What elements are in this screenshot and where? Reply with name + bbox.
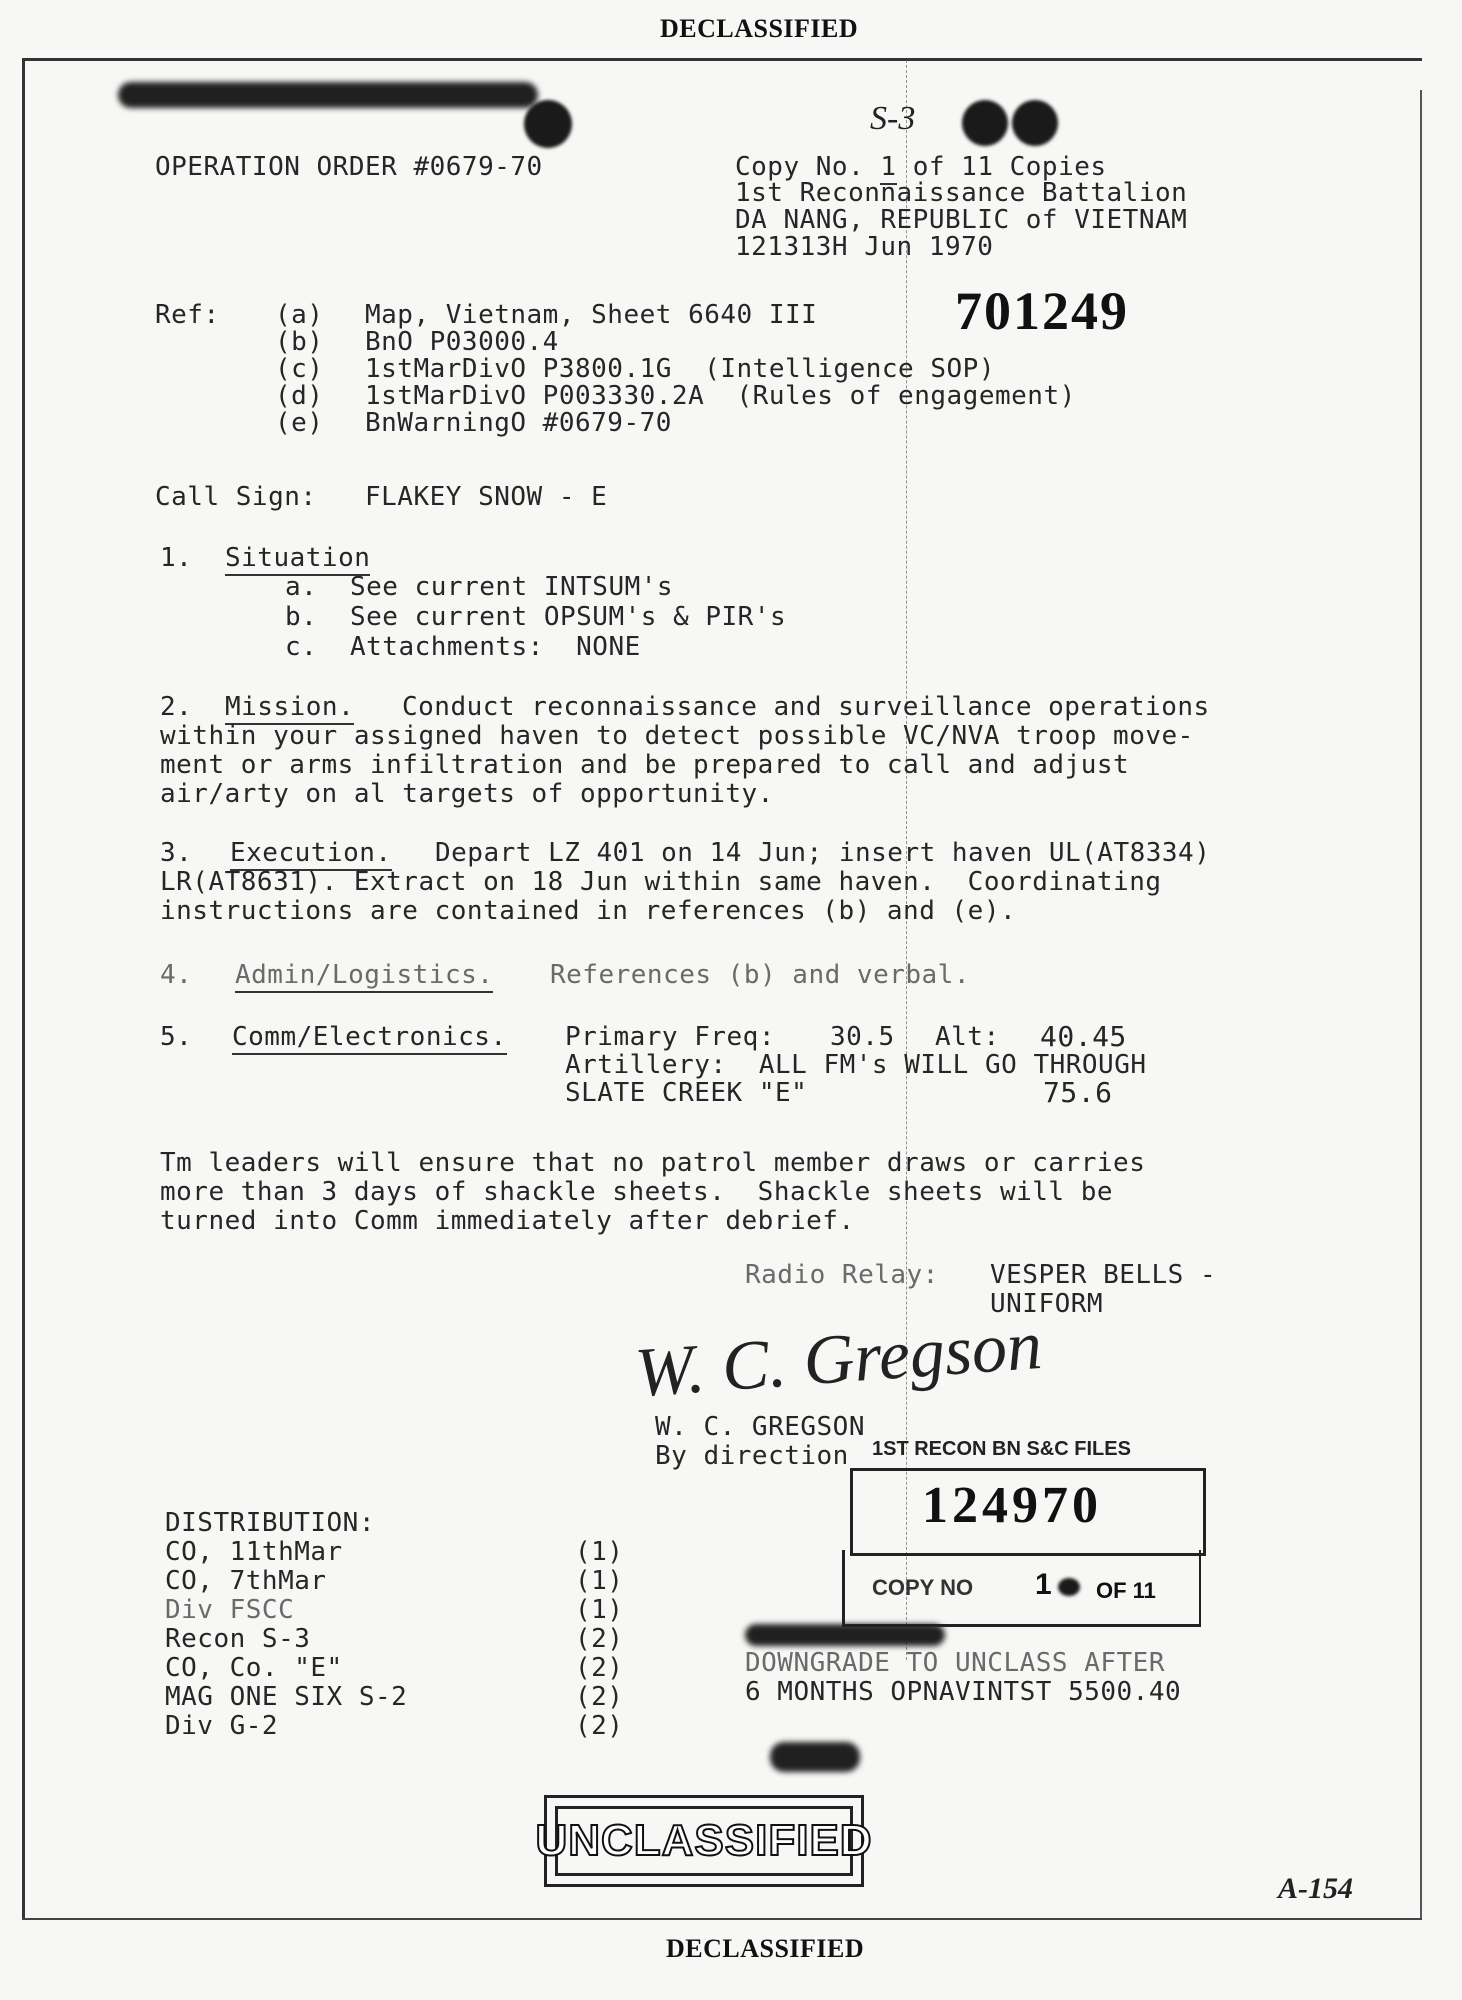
- distribution-name: MAG ONE SIX S-2: [165, 1682, 408, 1712]
- location: DA NANG, REPUBLIC of VIETNAM: [735, 205, 1188, 235]
- slate-creek-line: SLATE CREEK "E": [565, 1078, 808, 1108]
- section-number: 4.: [160, 960, 193, 990]
- situation-item-letter: c.: [285, 632, 318, 662]
- distribution-count: (2): [575, 1682, 624, 1712]
- handwritten-s3: S-3: [870, 100, 916, 137]
- reference-text: BnO P03000.4: [365, 327, 559, 357]
- alt-freq-value: 40.45: [1040, 1020, 1127, 1053]
- artillery-line: Artillery: ALL FM's WILL GO THROUGH: [565, 1050, 1147, 1080]
- note-line: more than 3 days of shackle sheets. Shackle sheets will be: [160, 1177, 1114, 1207]
- reference-text: 1stMarDivO P3800.1G (Intelligence SOP): [365, 354, 995, 384]
- distribution-count: (2): [575, 1624, 624, 1654]
- page-border-bottom: [22, 1918, 1422, 1920]
- call-sign-label: Call Sign:: [155, 482, 317, 512]
- redaction-bar: [745, 1624, 945, 1646]
- file-stamp-title: 1ST RECON BN S&C FILES: [872, 1438, 1131, 1460]
- redaction-smudge: [770, 1742, 860, 1772]
- file-stamp-of: OF 11: [1096, 1578, 1156, 1603]
- reference-text: Map, Vietnam, Sheet 6640 III: [365, 300, 818, 330]
- reference-letter: (c): [275, 354, 324, 384]
- distribution-count: (2): [575, 1653, 624, 1683]
- mission-text-line: Conduct reconnaissance and surveillance operations: [402, 692, 1210, 722]
- situation-item-letter: b.: [285, 602, 318, 632]
- redaction-dot: [524, 100, 572, 148]
- execution-text-line: instructions are contained in references (b) and (e).: [160, 896, 1017, 926]
- distribution-name: Div FSCC: [165, 1595, 295, 1625]
- distribution-heading: DISTRIBUTION:: [165, 1508, 375, 1538]
- date-time-group: 121313H Jun 1970: [735, 232, 994, 262]
- page-border-left: [22, 58, 25, 1918]
- downgrade-line: DOWNGRADE TO UNCLASS AFTER: [745, 1648, 1165, 1678]
- radio-relay-value: VESPER BELLS -: [990, 1260, 1217, 1290]
- distribution-name: Recon S-3: [165, 1624, 311, 1654]
- reference-letter: (d): [275, 381, 324, 411]
- comm-heading: Comm/Electronics.: [232, 1022, 507, 1055]
- distribution-name: CO, 11thMar: [165, 1537, 343, 1567]
- situation-heading: Situation: [225, 543, 370, 576]
- unclassified-stamp-text: UNCLASSIFIED: [535, 1816, 873, 1865]
- distribution-name: CO, Co. "E": [165, 1653, 343, 1683]
- execution-text-line: LR(AT8631). Extract on 18 Jun within same haven. Coordinating: [160, 867, 1162, 897]
- mission-text-line: within your assigned haven to detect possible VC/NVA troop move-: [160, 721, 1194, 751]
- page-border-right: [1420, 90, 1422, 1920]
- distribution-name: CO, 7thMar: [165, 1566, 327, 1596]
- situation-item-letter: a.: [285, 572, 318, 602]
- situation-item: See current OPSUM's & PIR's: [350, 602, 787, 632]
- mission-text-line: air/arty on al targets of opportunity.: [160, 779, 774, 809]
- alt-freq-label: Alt:: [935, 1022, 1000, 1052]
- declassified-bottom-marking: DECLASSIFIED: [666, 1934, 865, 1963]
- copy-number-line: Copy No. 1 of 11 Copies: [735, 152, 1107, 182]
- handwritten-signature: W. C. Gregson: [632, 1306, 1045, 1413]
- operation-order-title: OPERATION ORDER #0679-70: [155, 152, 543, 182]
- page-border-top: [22, 58, 1422, 61]
- distribution-count: (1): [575, 1595, 624, 1625]
- file-stamp-copy-value: 1: [1035, 1568, 1052, 1601]
- unclassified-stamp: [535, 1795, 873, 1887]
- mission-heading: Mission.: [225, 692, 354, 725]
- reference-letter: (b): [275, 327, 324, 357]
- reference-text: BnWarningO #0679-70: [365, 408, 672, 438]
- unclassified-stamp-inner: [535, 1806, 873, 1876]
- section-number: 3.: [160, 838, 193, 868]
- redaction-dot: [1058, 1578, 1080, 1596]
- distribution-count: (1): [575, 1566, 624, 1596]
- note-line: Tm leaders will ensure that no patrol member draws or carries: [160, 1148, 1146, 1178]
- document-number: 701249: [955, 281, 1129, 341]
- file-stamp-number: 124970: [922, 1477, 1102, 1534]
- distribution-count: (2): [575, 1711, 624, 1741]
- downgrade-line-2: 6 MONTHS OPNAVINTST 5500.40: [745, 1677, 1182, 1707]
- radio-relay-value-2: UNIFORM: [990, 1289, 1104, 1319]
- primary-freq-value: 30.5: [830, 1022, 895, 1052]
- reference-letter: (a): [275, 300, 324, 330]
- section-number: 2.: [160, 692, 193, 722]
- declassified-top-marking: DECLASSIFIED: [660, 14, 859, 43]
- call-sign-value: FLAKEY SNOW - E: [365, 482, 608, 512]
- redaction-dot: [962, 100, 1008, 146]
- signatory-name: W. C. GREGSON: [655, 1412, 865, 1442]
- radio-relay-label: Radio Relay:: [745, 1260, 939, 1290]
- page-mark: A-154: [1278, 1872, 1353, 1905]
- mission-text-line: ment or arms infiltration and be prepared to call and adjust: [160, 750, 1130, 780]
- section-number: 1.: [160, 543, 193, 573]
- distribution-count: (1): [575, 1537, 624, 1567]
- primary-freq-label: Primary Freq:: [565, 1022, 775, 1052]
- distribution-name: Div G-2: [165, 1711, 279, 1741]
- copy-number: 1: [880, 152, 896, 185]
- section-number: 5.: [160, 1022, 193, 1052]
- redaction-dot: [1012, 100, 1058, 146]
- references-label: Ref:: [155, 300, 220, 330]
- admin-text: References (b) and verbal.: [550, 960, 970, 990]
- note-line: turned into Comm immediately after debrief.: [160, 1206, 855, 1236]
- by-direction: By direction: [655, 1441, 849, 1471]
- execution-text-line: Depart LZ 401 on 14 Jun; insert haven UL(AT8334): [435, 838, 1211, 868]
- admin-heading: Admin/Logistics.: [235, 960, 493, 993]
- redaction-bar: [118, 82, 538, 108]
- situation-item: See current INTSUM's: [350, 572, 674, 602]
- reference-letter: (e): [275, 408, 324, 438]
- execution-heading: Execution.: [230, 838, 392, 871]
- reference-text: 1stMarDivO P003330.2A (Rules of engagement): [365, 381, 1076, 411]
- slate-creek-freq: 75.6: [1043, 1076, 1113, 1109]
- file-stamp-copy-label: COPY NO: [872, 1575, 974, 1600]
- unit-name: 1st Reconnaissance Battalion: [735, 178, 1188, 208]
- situation-item: Attachments: NONE: [350, 632, 641, 662]
